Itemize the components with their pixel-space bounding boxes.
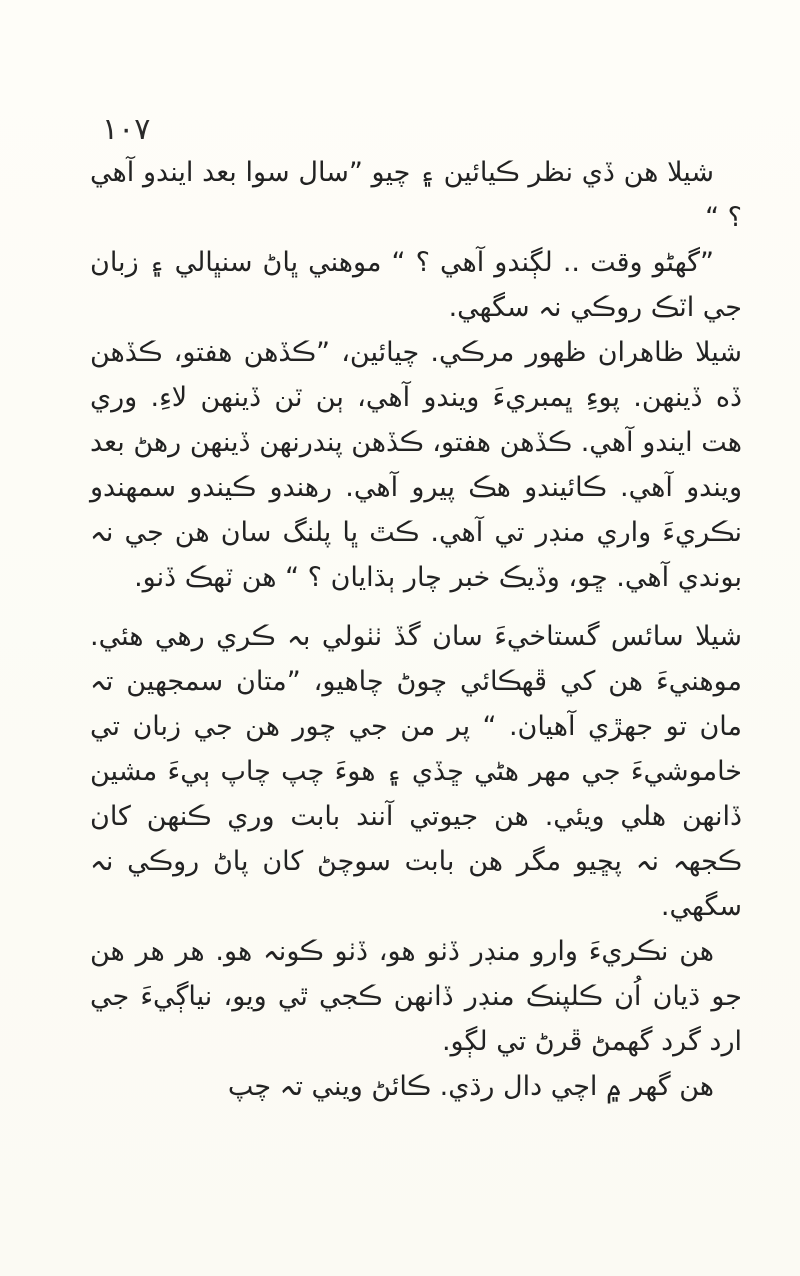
paragraph-2: ”گهڻو وقت .. لڳندو آهي ؟ “ موهني ڀاڻ سنڀالي ۽ زبان جي اٽڪ روڪي نہ سگهي. (90, 247, 742, 323)
paragraph-5: هن نڪريءَ وارو منڊر ڏٺو هو، ڏٺو ڪونہ هو. هر هر هن جو ڌيان اُن ڪلپنڪ منڊر ڏانهن ڪجي ٿي ويو، نياڳيءَ جي ارد گرد گهمڻ ڦرڻ تي لڳو. (90, 936, 742, 1057)
paragraph-3: شيلا ظاهران ظهور مرڪي. چيائين، ”ڪڏهن هفتو، ڪڏهن ڏه ڏينهن. پوءِ ڀمبريءَ ويندو آهي، ٻن ٽن ڏينهن لاءِ. وري هت ايندو آهي. ڪڏهن هفتو، ڪڏهن پندرنهن ڏينهن رهڻ بعد ويندو آهي. ڪائيندو هڪ پيرو آهي. رهندو ڪيندو سمهندو نڪريءَ واري منڊر تي آهي. ڪٿ ڀا پلنگ سان هن جي نہ بوندي آهي. ڇو، وڏيڪ خبر چار ٻڌايان ؟ “ هن ٽهڪ ڏنو. (90, 337, 742, 593)
page-number: ۱۰۷ (102, 112, 151, 147)
paragraph-6: هن گهر ۾ اچي دال رڌي. ڪائڻ ويني تہ چپ (227, 1071, 714, 1102)
body-text (90, 150, 742, 1109)
paragraph-1: شيلا هن ڏي نظر ڪيائين ۽ چيو ”سال سوا بعد ايندو آهي ؟ “ (90, 157, 742, 233)
paragraph-4: شيلا سائس گستاخيءَ سان گڏ ٺٺولي بہ ڪري رهي هئي. موهنيءَ هن کي ڦهڪائي چوڻ چاهيو، ”متان سمجهين تہ مان تو جهڙي آهيان. “ پر من جي چور هن جي زبان تي خاموشيءَ جي مهر هڻي ڇڏي ۽ هوءَ چپ چاپ ٻيءَ مشين ڏانهن هلي ويئي. هن جيوتي آنند بابت وري ڪنهن کان ڪجهہ نہ پڇيو مگر هن بابت سوچڻ کان پاڻ روڪي نہ سگهي. (90, 621, 742, 922)
